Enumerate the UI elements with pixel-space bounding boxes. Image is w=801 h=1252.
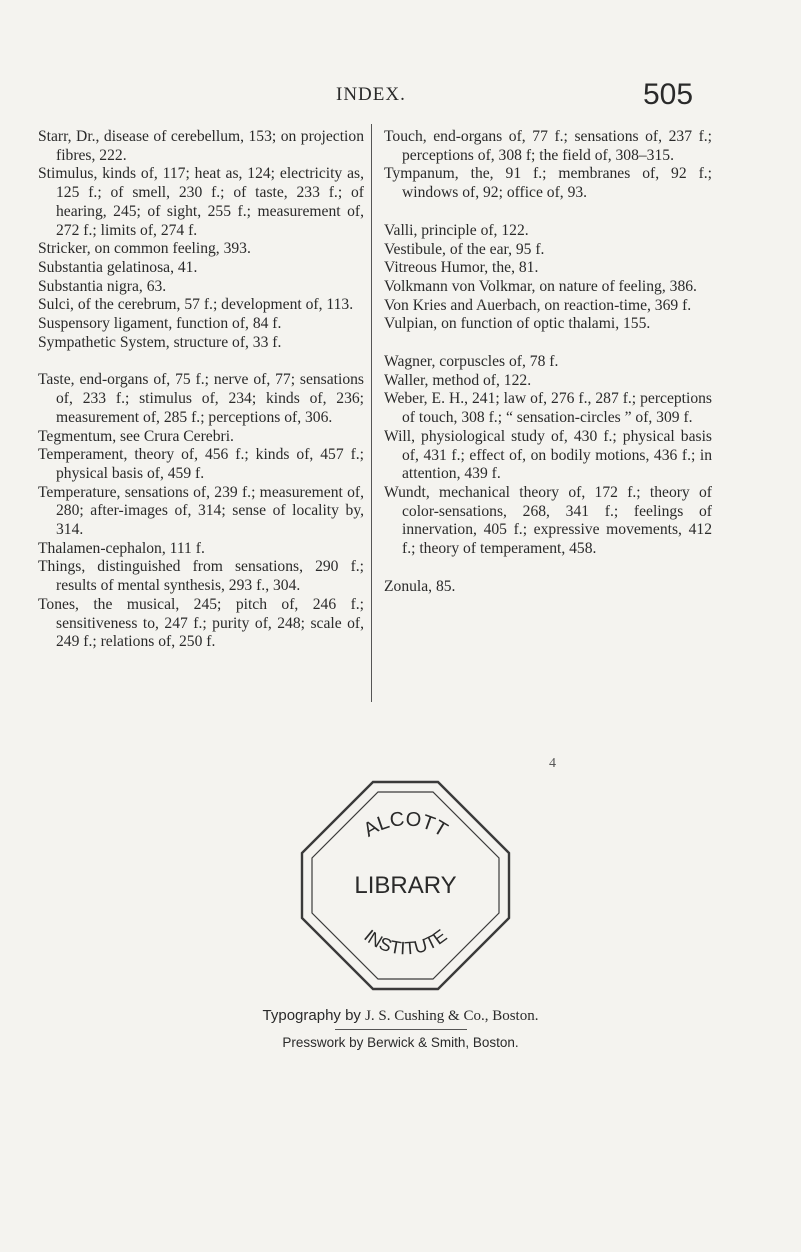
page-header <box>0 78 801 118</box>
section-gap <box>384 559 712 578</box>
index-entry: Valli, principle of, 122. <box>384 221 529 239</box>
index-entry: Weber, E. H., 241; law of, 276 f., 287 f.; perceptions of touch, 308 f.; “ sensation-circles ” of, 309 f. <box>384 390 712 427</box>
footer-rule <box>335 1029 467 1030</box>
svg-text:INSTITUTE <box>360 925 450 958</box>
index-entry: Temperature, sensations of, 239 f.; measurement of, 280; after-images of, 314; sense of locality by, 314. <box>38 483 364 539</box>
page-number: 505 <box>643 78 694 111</box>
index-entry: Temperament, theory of, 456 f.; kinds of, 457 f.; physical basis of, 459 f. <box>38 446 364 482</box>
stamp-bottom-text: INSTITUTE <box>360 925 451 959</box>
section-gap <box>384 203 712 222</box>
index-entry: Things, distinguished from sensations, 290 f.; results of mental synthesis, 293 f., 304. <box>38 558 364 595</box>
section-gap <box>384 334 712 353</box>
index-entry: Starr, Dr., disease of cerebellum, 153; on projection fibres, 222. <box>38 128 364 164</box>
index-entry: Taste, end-organs of, 75 f.; nerve of, 77; sensations of, 233 f.; stimulus of, 234; kinds of, 236; measurement of, 285 f.; perceptions of, 306. <box>38 371 364 426</box>
index-entry: Sympathetic System, structure of, 33 f. <box>38 333 282 351</box>
stamp-top-text: ALCOTT <box>359 808 452 842</box>
index-entry: Von Kries and Auerbach, on reaction-time, 369 f. <box>384 296 692 314</box>
index-entry: Suspensory ligament, function of, 84 f. <box>38 315 282 333</box>
pencil-mark: 4 <box>549 756 556 771</box>
index-entry: Will, physiological study of, 430 f.; physical basis of, 431 f.; effect of, on bodily motions, 436 f.; in attention, 439 f. <box>384 427 712 483</box>
typography-credit-prefix: Typography by <box>262 1007 366 1024</box>
library-stamp-icon <box>298 778 513 993</box>
index-entry: Substantia gelatinosa, 41. <box>38 258 198 276</box>
presswork-credit: Presswork by Berwick & Smith, Boston. <box>282 1035 519 1050</box>
index-entry: Tegmentum, see Crura Cerebri. <box>38 427 234 445</box>
index-entry: Vitreous Humor, the, 81. <box>384 259 539 277</box>
index-entry: Vestibule, of the ear, 95 f. <box>384 240 545 258</box>
index-entry: Tones, the musical, 245; pitch of, 246 f.; sensitiveness to, 247 f.; purity of, 248; scale of, 249 f.; relations of, 250 f. <box>38 595 364 651</box>
index-column-right <box>384 128 712 596</box>
index-entry: Thalamen-cephalon, 111 f. <box>38 539 205 557</box>
index-entry: Substantia nigra, 63. <box>38 277 167 295</box>
index-entry: Wagner, corpuscles of, 78 f. <box>384 353 559 371</box>
index-entry: Zonula, 85. <box>384 577 456 595</box>
index-column-left <box>38 128 364 652</box>
index-entry: Vulpian, on function of optic thalami, 155. <box>384 315 651 333</box>
index-entry: Stricker, on common feeling, 393. <box>38 240 251 258</box>
index-entry: Volkmann von Volkmar, on nature of feeling, 386. <box>384 277 697 295</box>
page-title: INDEX. <box>336 84 406 105</box>
typography-credit-name: J. S. Cushing & Co., Boston. <box>365 1008 539 1024</box>
index-entry: Waller, method of, 122. <box>384 371 532 389</box>
index-entry: Wundt, mechanical theory of, 172 f.; theory of color-sensations, 268, 341 f.; feelings of innervation, 405 f.; expressive movements, 412 f.; theory of temperament, 458. <box>384 483 712 558</box>
typography-credit <box>0 1007 801 1025</box>
section-gap <box>38 352 364 371</box>
index-entry: Tympanum, the, 91 f.; membranes of, 92 f.; windows of, 92; office of, 93. <box>384 165 712 202</box>
index-entry: Touch, end-organs of, 77 f.; sensations of, 237 f.; perceptions of, 308 f; the field of, 308–315. <box>384 128 712 164</box>
stamp-middle-text: LIBRARY <box>354 872 457 899</box>
index-entry: Sulci, of the cerebrum, 57 f.; development of, 113. <box>38 296 354 314</box>
column-divider <box>371 124 372 702</box>
svg-text:ALCOTT <box>360 808 451 842</box>
index-entry: Stimulus, kinds of, 117; heat as, 124; electricity as, 125 f.; of smell, 230 f.; of taste, 233 f.; of hearing, 245; of sight, 255 f.; measurement of, 272 f.; limits of, 274 f. <box>38 165 364 239</box>
